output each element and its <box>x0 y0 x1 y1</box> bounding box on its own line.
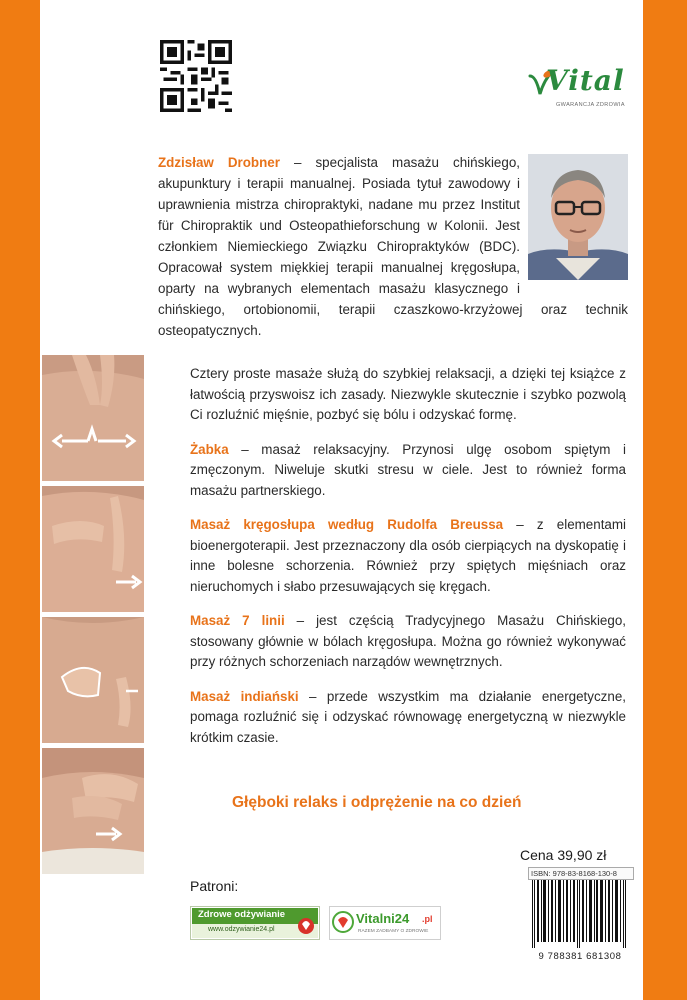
sponsor-2-name: Vitalni24 <box>356 911 410 926</box>
massage-text: – z elementami bioenergoterapii. Jest przeznaczony dla osób cierpiących na dyskopatię i inne bolesne schorzenia. Również przy spiętych mięśniach oraz nieruchomych i słabo przesuwających się kręgach. <box>190 517 626 594</box>
massage-indianski <box>190 687 626 749</box>
massage-breuss <box>190 515 626 597</box>
logo-wordmark: Vital <box>546 64 625 97</box>
right-orange-band <box>643 0 687 1000</box>
logo-tagline: GWARANCJA ZDROWIA <box>556 102 625 108</box>
massage-photo-4 <box>42 748 144 874</box>
massage-title: Masaż kręgosłupa według Rudolfa Breussa <box>190 517 504 532</box>
sponsor-2-tld: .pl <box>422 914 433 924</box>
price-label: Cena 39,90 zł <box>520 847 607 863</box>
publisher-logo <box>528 64 630 120</box>
massage-text: – przede wszystkim ma działanie energetyczne, pomaga rozluźnić się i odzyskać równowagę energetyczną w niezwykle krótkim czasie. <box>190 688 626 745</box>
massage-title: Masaż 7 linii <box>190 613 285 628</box>
left-orange-band <box>0 0 40 1000</box>
sponsor-vitalni24 <box>329 906 441 940</box>
slogan: Głęboki relaks i odprężenie na co dzień <box>232 794 522 811</box>
massage-text: – masaż relaksacyjny. Przynosi ulgę osobom spiętym i zmęczonym. Niweluje skutki stresu w ciele. Jest to również forma masażu partnerskiego. <box>190 441 626 498</box>
massage-title: Żabka <box>190 441 229 457</box>
massage-zabka <box>190 440 626 502</box>
patrons-label: Patroni: <box>190 878 239 894</box>
sponsor-1-title: Zdrowe odżywianie <box>198 909 286 920</box>
intro-paragraph: Cztery proste masaże służą do szybkiej relaksacji, a dzięki tej książce z łatwością przyswoisz ich zasady. Niezwykle skutecznie i szybko pozwolą Ci rozluźnić mięśnie, pozbyć się bólu i odzyskać formę. <box>190 366 626 422</box>
sponsor-zdrowe-odzywianie <box>190 906 320 940</box>
qr-code <box>160 40 232 112</box>
massage-7-linii <box>190 611 626 673</box>
barcode-number: 9 788381 681308 <box>538 951 622 962</box>
massage-photo-2 <box>42 486 144 612</box>
massage-title: Masaż indiański <box>190 688 299 704</box>
massage-text: – jest częścią Tradycyjnego Masażu Chińskiego, stosowany głównie w bólach kręgosłupa. Można go również wykonywać przy różnych schorzeniach narządów wewnętrznych. <box>190 613 626 669</box>
massage-photo-1 <box>42 355 144 481</box>
author-name: Zdzisław Drobner <box>158 155 280 170</box>
sponsor-2-tagline: RAZEM ZADBAMY O ZDROWIE <box>358 929 429 934</box>
description-section <box>190 364 626 762</box>
isbn-label: ISBN: 978-83-8168-130-8 <box>528 867 634 880</box>
author-portrait <box>528 154 628 280</box>
massage-photos <box>42 355 144 879</box>
barcode <box>528 880 630 948</box>
author-section <box>158 152 628 341</box>
sponsor-1-url: www.odzywianie24.pl <box>208 926 275 933</box>
massage-photo-3 <box>42 617 144 743</box>
author-bio: – specjalista masażu chińskiego, akupunktury i terapii manualnej. Posiada tytuł zawodowy i uprawnienia mistrza chiropraktyki, nadane mu przez Institut für Chiropraktik und Osteopathieforschung w Kolonii. Jest członkiem Niemieckiego Związku Chiropraktyków (BDC). Opracował system miękkiej terapii manualnej kręgosłupa, oparty na wybranych elementach masażu klasycznego i chińskiego, ortobionomii, terapii czaszkowo-krzyżowej oraz technik osteopatycznych. <box>158 155 628 338</box>
